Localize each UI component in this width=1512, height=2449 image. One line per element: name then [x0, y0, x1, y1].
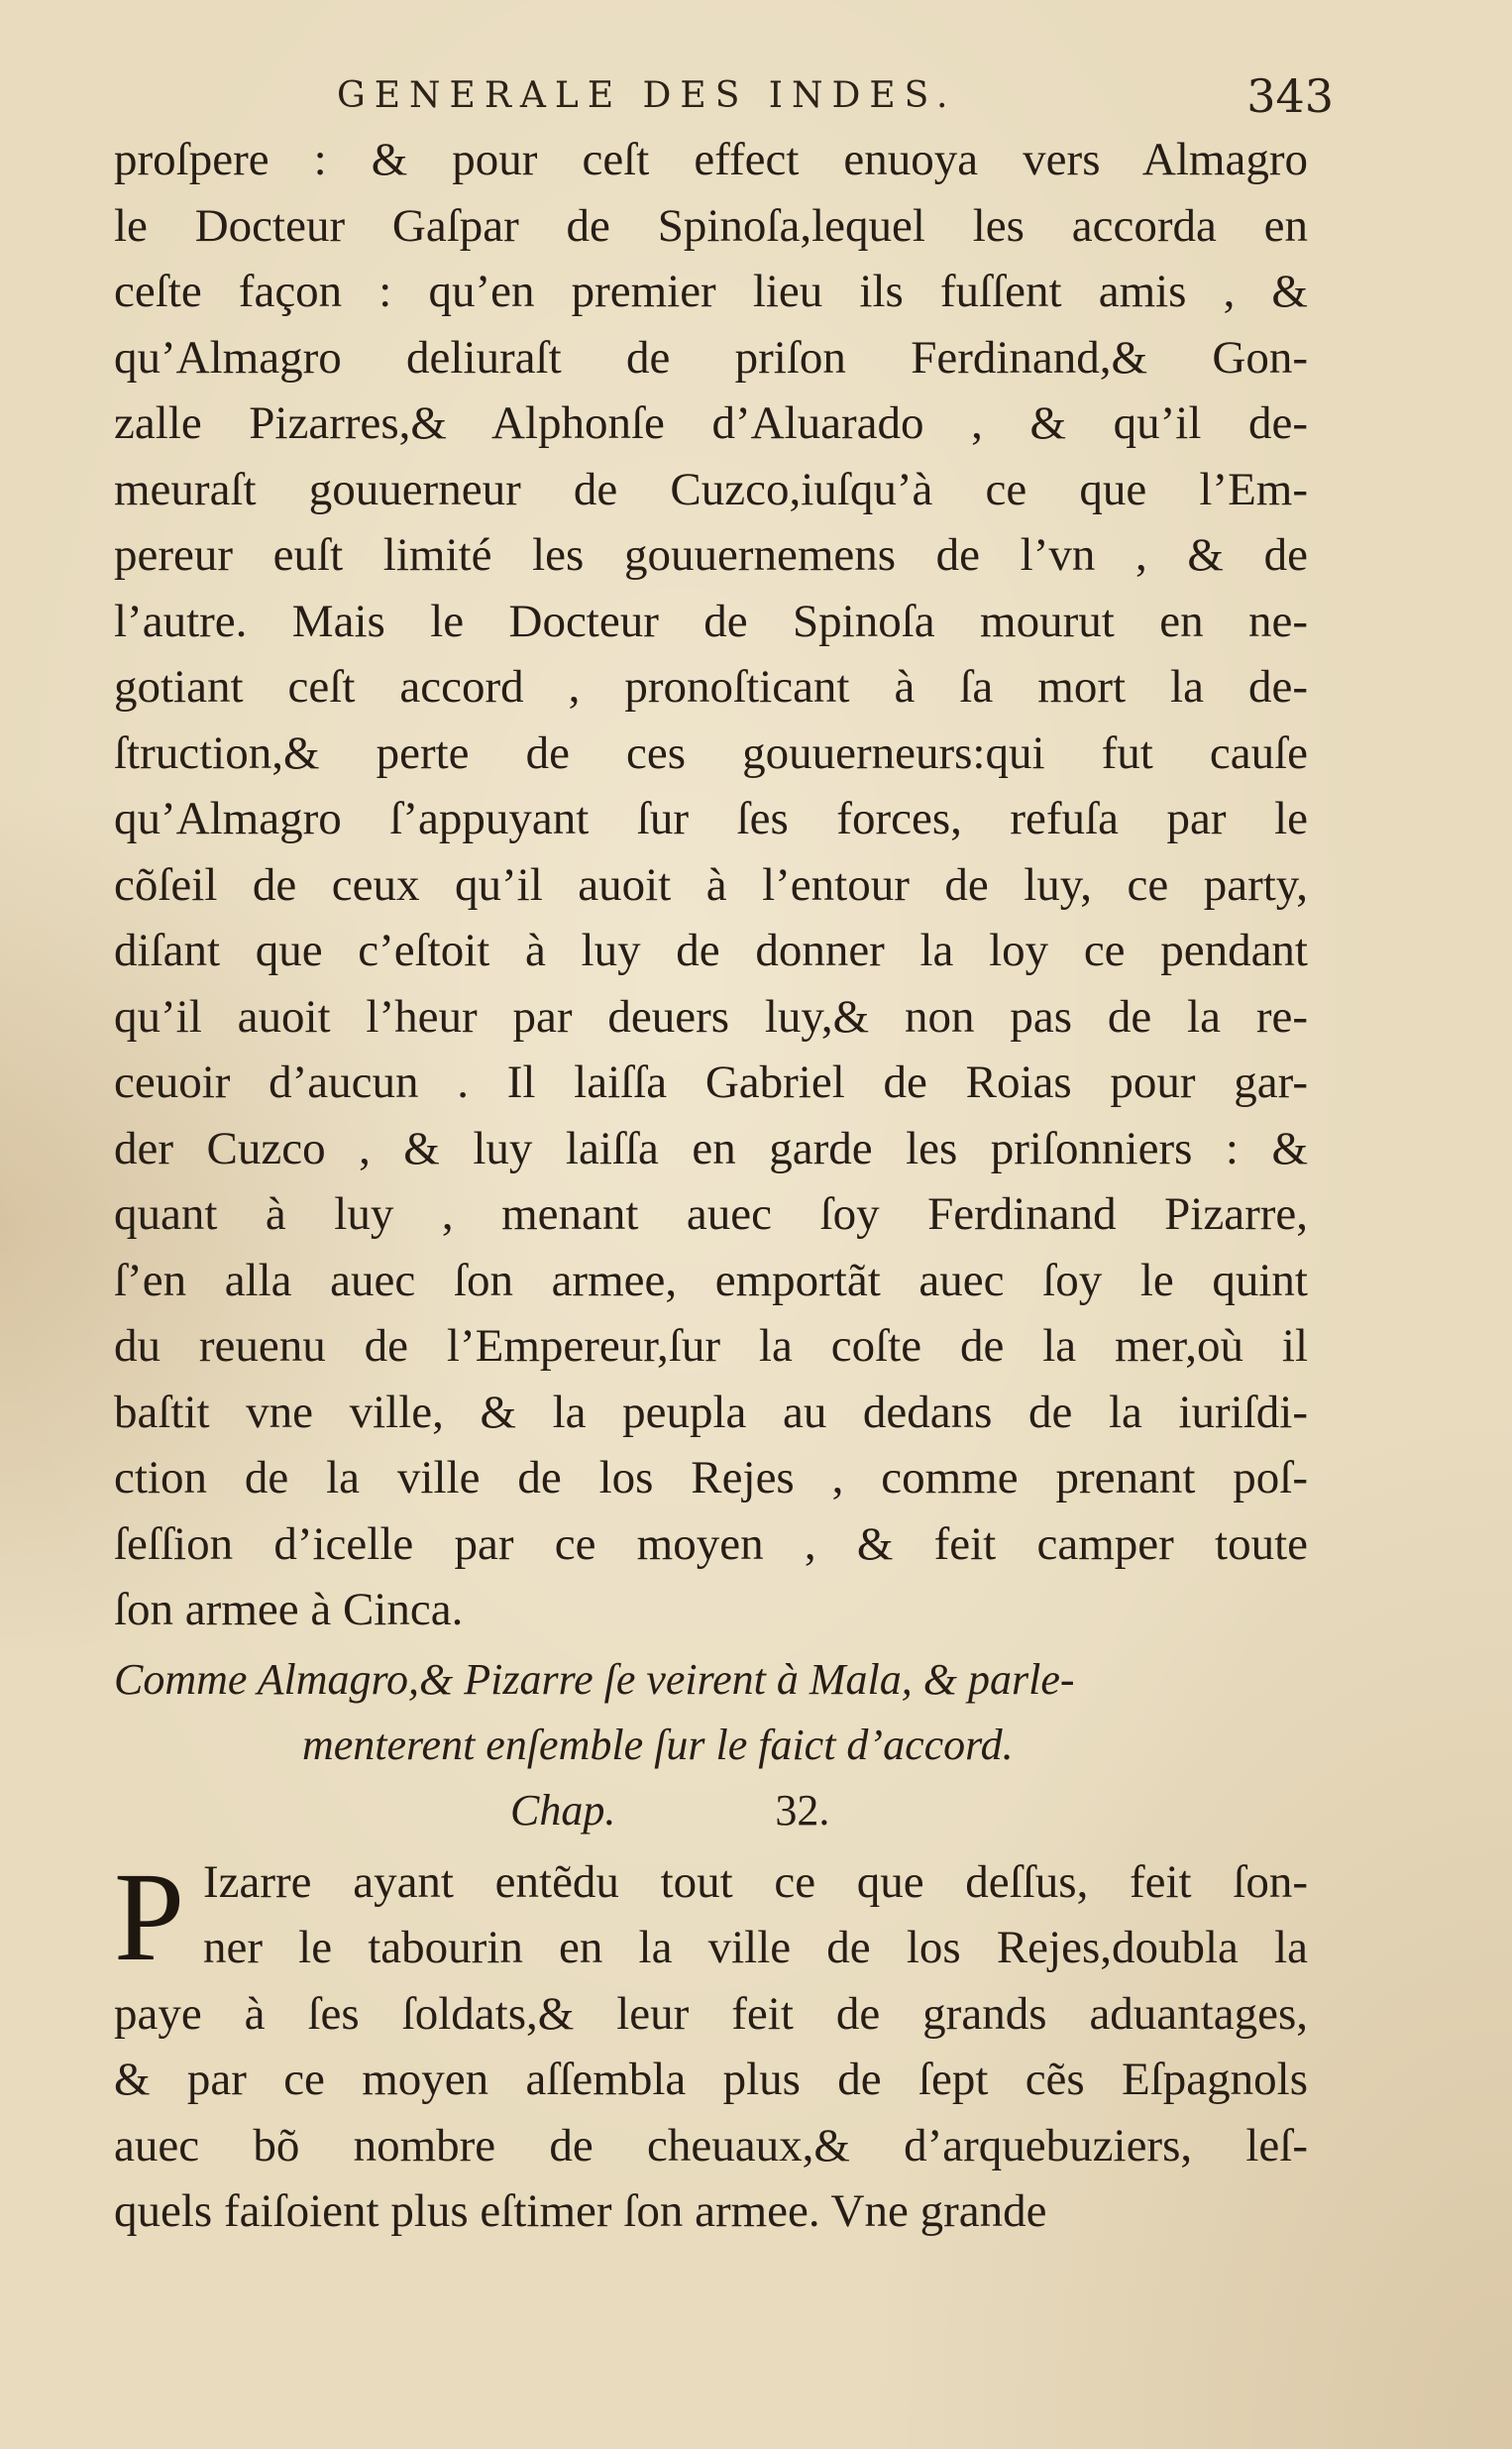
text-line: le Docteur Gaſpar de Spinoſa,lequel les accorda en [114, 199, 1308, 252]
text-line: der Cuzco , & luy laiſſa en garde les priſonniers : & [114, 1122, 1308, 1174]
chapter-caption-line: Comme Almagro,& Pizarre ſe veirent à Mala, & parle- [114, 1654, 1075, 1704]
text-line: baſtit vne ville, & la peupla au dedans de la iuriſdi- [114, 1386, 1308, 1438]
text-line: ſon armee à Cinca. [114, 1584, 464, 1635]
text-line: cõſeil de ceux qu’il auoit à l’entour de luy, ce party, [114, 858, 1308, 911]
text-line: ction de la ville de los Rejes , comme prenant poſ- [114, 1452, 1308, 1503]
chapter-word: Chap. [510, 1785, 616, 1835]
text-line: auec bõ nombre de cheuaux,& d’arquebuziers, leſ- [114, 2119, 1308, 2171]
text-line: qu’Almagro ſ’appuyant ſur ſes forces, refuſa par le [114, 793, 1308, 844]
page-number: 343 [1246, 69, 1334, 123]
text-line: meuraſt gouuerneur de Cuzco,iuſqu’à ce que l’Em- [114, 463, 1308, 515]
paragraph-1 [114, 127, 1308, 1643]
text-line: ceſte façon : qu’en premier lieu ils fuſſent amis , & [114, 266, 1308, 317]
text-line: gotiant ceſt accord , pronoſticant à ſa mort la de- [114, 661, 1308, 713]
text-line: ceuoir d’aucun . Il laiſſa Gabriel de Roias pour gar- [114, 1057, 1308, 1108]
text-line: qu’Almagro deliuraſt de priſon Ferdinand,& Gon- [114, 331, 1308, 384]
text-line: diſant que c’eſtoit à luy de donner la loy ce pendant [114, 925, 1308, 976]
paragraph-2 [114, 1845, 1308, 2245]
chapter-label [114, 1778, 1308, 1843]
text-line: pereur euſt limité les gouuernemens de l’vn , & de [114, 529, 1308, 581]
chapter-caption-line: menterent enſemble ſur le faict d’accord. [302, 1720, 1014, 1769]
chapter-heading [114, 1647, 1308, 1843]
text-block [114, 127, 1308, 2245]
text-line: qu’il auoit l’heur par deuers luy,& non pas de la re- [114, 990, 1308, 1043]
text-line: ſeſſion d’icelle par ce moyen , & feit camper toute [114, 1517, 1308, 1570]
text-line: zalle Pizarres,& Alphonſe d’Aluarado , & qu’il de- [114, 397, 1308, 449]
text-line: paye à ſes ſoldats,& leur feit de grands aduantages, [114, 1987, 1308, 2040]
text-line: proſpere : & pour ceſt effect enuoya vers Almagro [114, 134, 1308, 185]
text-line: l’autre. Mais le Docteur de Spinoſa mourut en ne- [114, 595, 1308, 647]
page-header [337, 69, 1334, 129]
drop-capital: P [114, 1845, 185, 1987]
text-line: & par ce moyen aſſembla plus de ſept cẽs Eſpagnols [114, 2054, 1308, 2105]
running-title: GENERALE DES INDES. [337, 75, 957, 116]
text-line: ſ’en alla auec ſon armee, emportãt auec ſoy le quint [114, 1254, 1308, 1306]
chapter-number: 32. [775, 1785, 830, 1835]
text-line: quant à luy , menant auec ſoy Ferdinand Pizarre, [114, 1188, 1308, 1240]
text-line: quels faiſoient plus eſtimer ſon armee. Vne grande [114, 2185, 1047, 2237]
text-line: ſtruction,& perte de ces gouuerneurs:qui fut cauſe [114, 726, 1308, 779]
text-line: du reuenu de l’Empereur,ſur la coſte de la mer,où il [114, 1320, 1308, 1372]
text-line: Izarre ayant entẽdu tout ce que deſſus, feit ſon- [203, 1855, 1308, 1908]
text-line: ner le tabourin en la ville de los Rejes,doubla la [203, 1922, 1308, 1973]
